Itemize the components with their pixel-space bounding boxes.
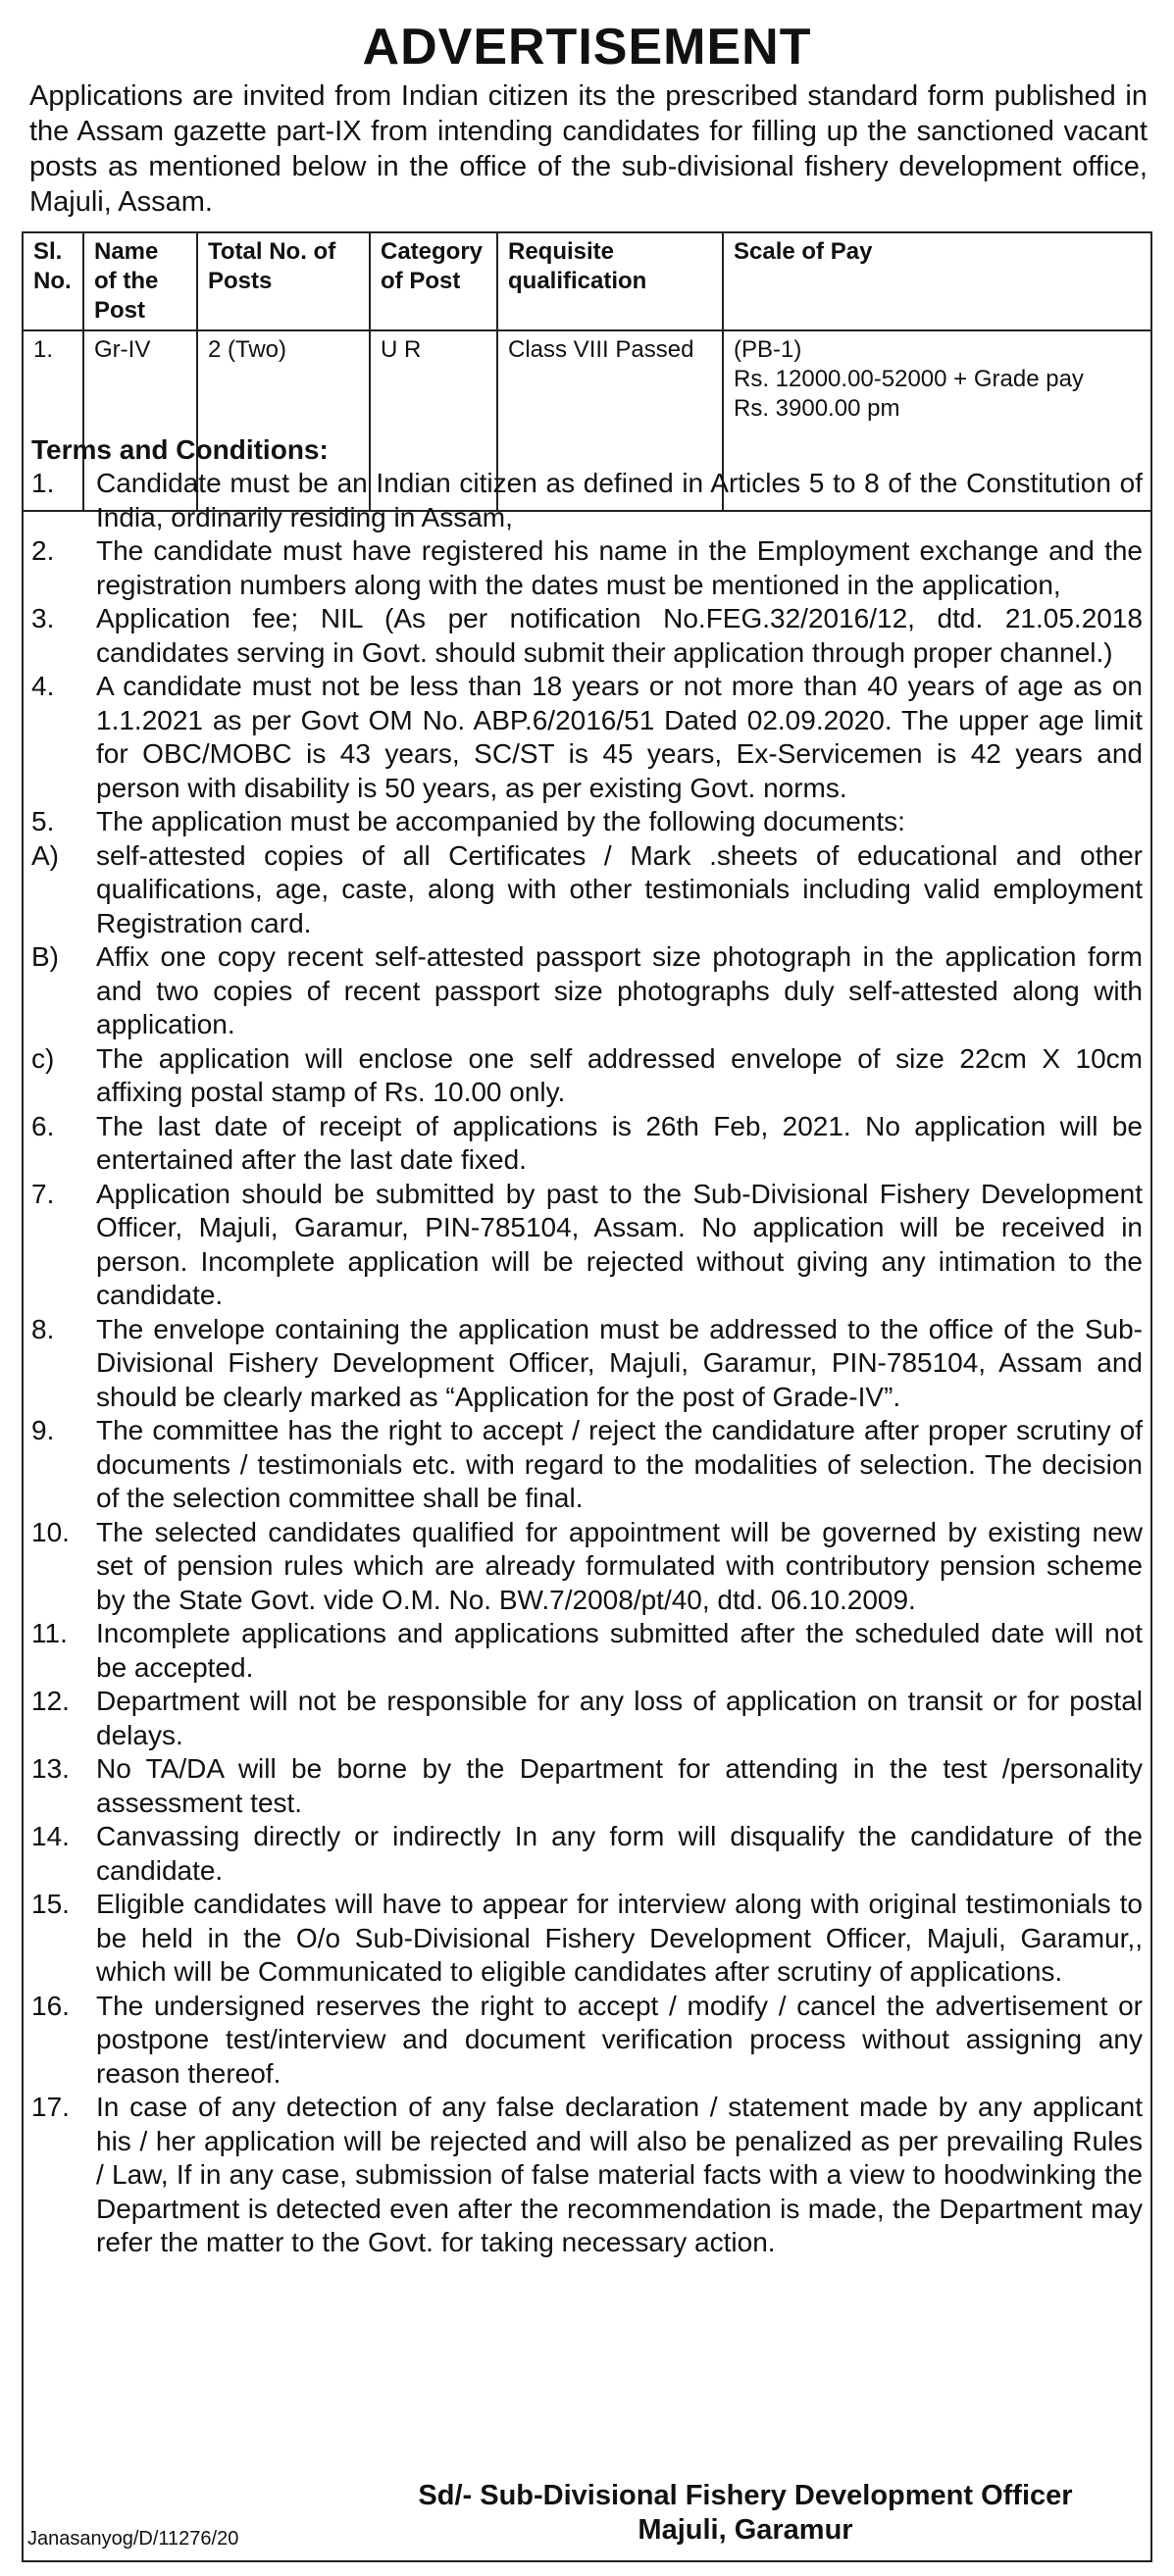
term-number: 11. [31, 1618, 68, 1648]
term-number: 1. [31, 468, 55, 498]
pay-range: Rs. 12000.00-52000 + Grade pay [734, 366, 1084, 392]
list-item [31, 1178, 1143, 1313]
list-item [31, 1414, 1143, 1516]
term-text: Department will not be responsible for any loss of application on transit or for postal delays. [96, 1686, 1143, 1750]
list-item [31, 1685, 1143, 1752]
list-item [31, 602, 1143, 670]
header-post-name: Name of the Post [83, 232, 197, 330]
reference-number: Janasanyog/D/11276/20 [27, 2528, 239, 2550]
term-number: 8. [31, 1313, 55, 1344]
term-text: The application must be accompanied by the following documents: [96, 806, 905, 836]
terms-section [22, 428, 1152, 2562]
term-text: The undersigned reserves the right to accept / modify / cancel the advertisement or postpone test/interview and document verification process without assigning any reason thereof. [96, 1990, 1143, 2089]
term-number: A) [31, 839, 59, 871]
grade-pay: Rs. 3900.00 pm [734, 395, 900, 422]
term-text: No TA/DA will be borne by the Department for attending in the test /personality assessment test. [96, 1753, 1143, 1818]
term-text: The application will enclose one self addressed envelope of size 22cm X 10cm affixing postal stamp of Rs. 10.00 only. [96, 1042, 1143, 1107]
term-text: In case of any detection of any false declaration / statement made by any applicant his / her application will be rejected and will also be penalized as per prevailing Rules / Law, If in any case, submission of false material facts with a view to hoodwinking the Department is detected even after the recommendation is made, the Department may refer the matter to the Govt. for taking necessary action. [96, 2092, 1143, 2257]
cell-post-name: Gr-IV [83, 330, 197, 511]
term-number: 2. [31, 535, 55, 566]
term-text: The last date of receipt of applications is 26th Feb, 2021. No application will be entertained after the last date fixed. [96, 1110, 1143, 1175]
signature-block [373, 2479, 1118, 2548]
term-text: The candidate must have registered his name in the Employment exchange and the registration numbers along with the dates must be mentioned in the application, [96, 535, 1143, 600]
term-text: The envelope containing the application must be addressed to the office of the Sub- Divisional Fishery Development Officer, Majuli, Garamur, PIN-785104, Assam and should be clearly marked as “Application for the post of Grade-IV”. [96, 1313, 1143, 1412]
list-item [31, 2091, 1143, 2260]
term-text: The committee has the right to accept / reject the candidature after proper scrutiny of documents / testimonials etc. with regard to the modalities of selection. The decision of the selection committee shall be final. [96, 1415, 1143, 1513]
term-text: Application should be submitted by past to the Sub-Divisional Fishery Development Officer, Majuli, Garamur, PIN-785104, Assam. No application will be received in person. Incomplete application will be rejected without giving any intimation to the candidate. [96, 1178, 1143, 1310]
term-number: 4. [31, 671, 55, 701]
header-total-posts: Total No. of Posts [197, 232, 370, 330]
term-text: Affix one copy recent self-attested passport size photograph in the application form and two copies of recent passport size photographs duly self-attested along with application. [96, 941, 1143, 1039]
term-number: 17. [31, 2092, 70, 2122]
list-item [31, 1990, 1143, 2092]
list-item [31, 940, 1143, 1042]
term-number: 6. [31, 1110, 55, 1141]
term-number: c) [31, 1042, 55, 1074]
signature-place: Majuli, Garamur [638, 2514, 853, 2546]
cell-category: U R [370, 330, 497, 511]
term-number: 3. [31, 603, 55, 633]
table-header-row [23, 232, 1151, 330]
list-item [31, 467, 1143, 534]
term-number: 9. [31, 1415, 55, 1445]
list-item [31, 1516, 1143, 1618]
term-number: 10. [31, 1516, 70, 1547]
term-text: self-attested copies of all Certificates / Mark .sheets of educational and other qualifications, age, caste, along with other testimonials including valid employment Registration card. [96, 839, 1143, 938]
list-item [31, 1617, 1143, 1685]
list-item [31, 1042, 1143, 1110]
term-number: B) [31, 941, 59, 972]
list-item [31, 534, 1143, 602]
term-text: The selected candidates qualified for appointment will be governed by existing new set of pension rules which are already formulated with contributory pension scheme by the State Govt. vide O.M. No. BW.7/2008/pt/40, dtd. 06.10.2009. [96, 1516, 1143, 1615]
header-qualification: Requisite qualification [497, 232, 723, 330]
term-text: A candidate must not be less than 18 years or not more than 40 years of age as on 1.1.2021 as per Govt OM No. ABP.6/2016/51 Dated 02.09.2020. The upper age limit for OBC/MOBC is 43 years, SC/ST is 45 years, Ex-Servicemen is 42 years and person with disability is 50 years, as per existing Govt. norms. [96, 671, 1143, 803]
term-number: 13. [31, 1753, 70, 1784]
header-category: Category of Post [370, 232, 497, 330]
term-text: Candidate must be an Indian citizen as defined in Articles 5 to 8 of the Constitution of India, ordinarily residing in Assam, [96, 468, 1143, 532]
term-number: 15. [31, 1889, 70, 1919]
list-item [31, 805, 1143, 839]
term-text: Eligible candidates will have to appear for interview along with original testimonials to be held in the O/o Sub-Divisional Fishery Development Officer, Majuli, Garamur,, which will be Communicated to eligible candidates after scrutiny of applications. [96, 1889, 1143, 1987]
list-item [31, 1752, 1143, 1820]
signature-designation: Sd/- Sub-Divisional Fishery Development Officer [418, 2480, 1073, 2511]
intro-paragraph: Applications are invited from Indian citizen its the prescribed standard form published in the Assam gazette part-IX from intending candidates for filling up the sanctioned vacant posts as mentioned below in the office of the sub-divisional fishery development office, Majuli, Assam. [29, 80, 1148, 218]
header-sl-no: Sl. No. [23, 232, 83, 330]
list-item [31, 1313, 1143, 1415]
cell-qualification: Class VIII Passed [497, 330, 723, 511]
header-scale-of-pay: Scale of Pay [723, 232, 1151, 330]
cell-total-posts: 2 (Two) [197, 330, 370, 511]
term-number: 14. [31, 1821, 70, 1851]
term-text: Canvassing directly or indirectly In any form will disqualify the candidature of the candidate. [96, 1821, 1143, 1886]
term-text: Incomplete applications and applications submitted after the scheduled date will not be accepted. [96, 1618, 1143, 1683]
page-title: ADVERTISEMENT [362, 19, 812, 76]
pay-band: (PB-1) [734, 336, 802, 363]
term-number: 5. [31, 806, 55, 836]
term-number: 12. [31, 1686, 70, 1716]
list-item [31, 670, 1143, 805]
list-item [31, 1110, 1143, 1178]
cell-sl-no: 1. [23, 330, 83, 511]
terms-heading: Terms and Conditions: [31, 434, 329, 465]
term-number: 16. [31, 1990, 70, 2021]
terms-list [31, 467, 1143, 2260]
term-text: Application fee; NIL (As per notification No.FEG.32/2016/12, dtd. 21.05.2018 candidates serving in Govt. should submit their application through proper channel.) [96, 603, 1143, 668]
list-item [31, 1820, 1143, 1888]
list-item [31, 1888, 1143, 1990]
list-item [31, 839, 1143, 941]
term-number: 7. [31, 1178, 55, 1209]
